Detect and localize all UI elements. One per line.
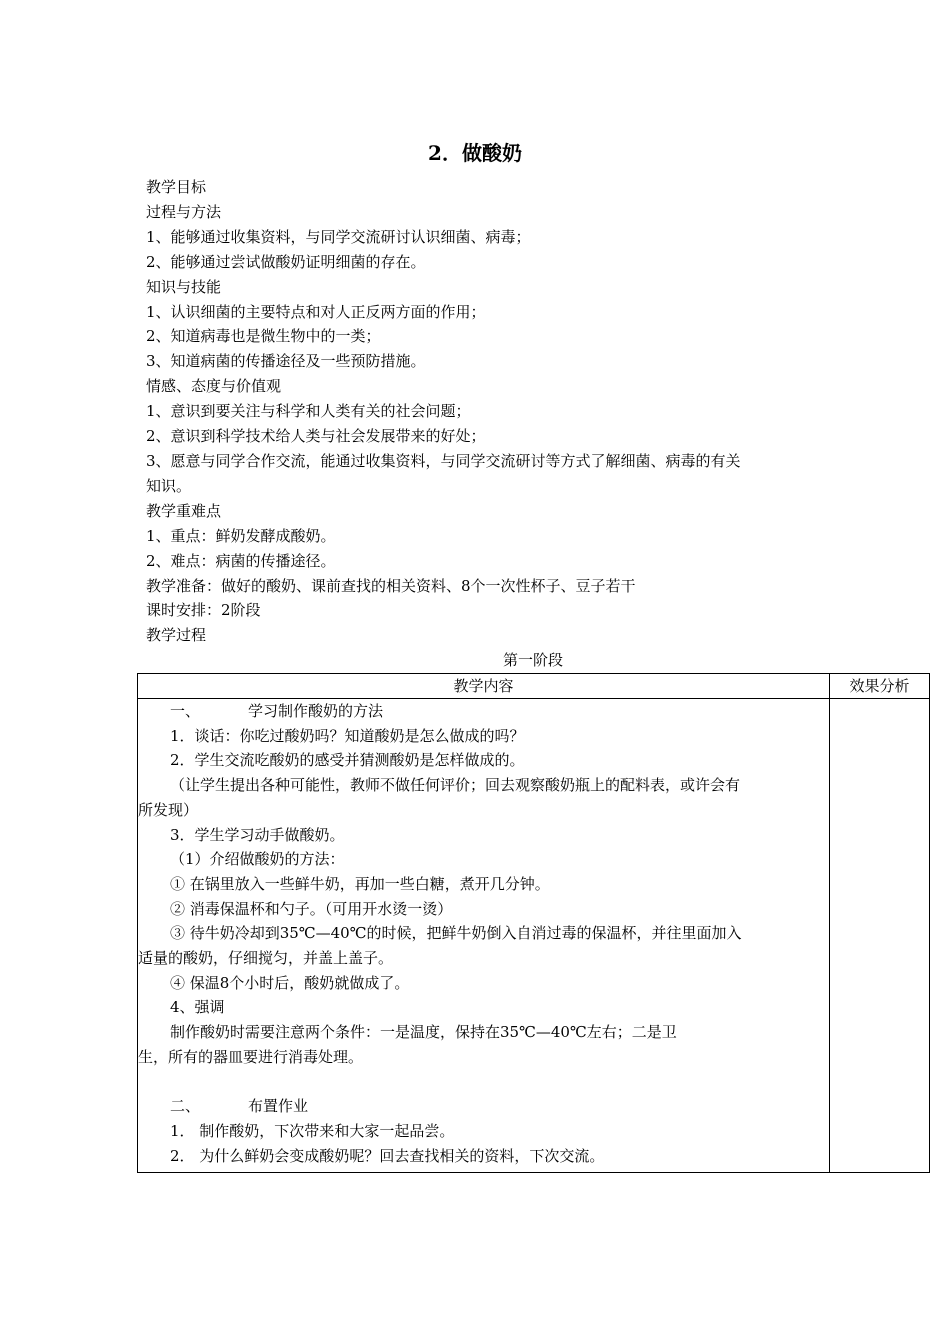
section-title: 学习制作酸奶的方法 bbox=[248, 702, 384, 720]
effect-analysis-cell bbox=[830, 699, 930, 1173]
section-number: 二、 bbox=[170, 1097, 201, 1116]
heading-emotion-values: 情感、态度与价值观 bbox=[146, 377, 282, 396]
step-line: ③ 待牛奶冷却到35℃—40℃的时候，把鲜牛奶倒入自消过毒的保温杯，并往里面加入 bbox=[170, 924, 742, 943]
heading-teaching-goals: 教学目标 bbox=[146, 178, 207, 196]
content-line: 3．学生学习动手做酸奶。 bbox=[170, 825, 345, 844]
document-title: 2．做酸奶 bbox=[428, 141, 522, 165]
lesson-schedule: 课时安排：2阶段 bbox=[146, 601, 261, 620]
homework-line: 1． 制作酸奶，下次带来和大家一起品尝。 bbox=[170, 1121, 455, 1140]
goal-item-continued: 知识。 bbox=[146, 476, 192, 495]
teaching-preparation: 教学准备：做好的酸奶、课前查找的相关资料、8个一次性杯子、豆子若干 bbox=[146, 576, 636, 595]
lesson-table bbox=[137, 673, 930, 1173]
header-effect-analysis: 效果分析 bbox=[830, 674, 930, 699]
goal-item: 1、意识到要关注与科学和人类有关的社会问题； bbox=[146, 402, 471, 421]
content-line: 制作酸奶时需要注意两个条件：一是温度，保持在35℃—40℃左右；二是卫 bbox=[170, 1023, 677, 1042]
table-header-row bbox=[138, 674, 930, 699]
content-line: 1．谈话：你吃过酸奶吗？知道酸奶是怎么做成的吗？ bbox=[170, 726, 525, 745]
goal-item: 1、认识细菌的主要特点和对人正反两方面的作用； bbox=[146, 302, 486, 321]
header-teaching-content: 教学内容 bbox=[138, 674, 830, 699]
content-line: （1）介绍做酸奶的方法： bbox=[170, 850, 345, 869]
goal-item: 3、知道病菌的传播途径及一些预防措施。 bbox=[146, 352, 426, 371]
step-line: ④ 保温8个小时后，酸奶就做成了。 bbox=[170, 973, 410, 992]
step-line-continued: 适量的酸奶，仔细搅匀，并盖上盖子。 bbox=[138, 949, 394, 968]
blank-line bbox=[138, 1070, 829, 1095]
heading-key-points: 教学重难点 bbox=[146, 501, 222, 520]
heading-knowledge-skills: 知识与技能 bbox=[146, 277, 222, 296]
teaching-content-cell bbox=[138, 699, 830, 1173]
goal-item: 2、能够通过尝试做酸奶证明细菌的存在。 bbox=[146, 252, 426, 271]
content-line-continued: 生，所有的器皿要进行消毒处理。 bbox=[138, 1047, 364, 1066]
key-point-item: 2、难点：病菌的传播途径。 bbox=[146, 551, 336, 570]
goal-item: 3、愿意与同学合作交流，能通过收集资料，与同学交流研讨等方式了解细菌、病毒的有关 bbox=[146, 451, 741, 470]
section-heading bbox=[138, 1094, 829, 1119]
table-row bbox=[138, 699, 930, 1173]
stage-label: 第一阶段 bbox=[502, 651, 563, 669]
intro-section bbox=[146, 175, 826, 648]
homework-line: 2． 为什么鲜奶会变成酸奶呢？回去查找相关的资料，下次交流。 bbox=[170, 1146, 605, 1165]
key-point-item: 1、重点：鲜奶发酵成酸奶。 bbox=[146, 526, 336, 545]
section-title: 布置作业 bbox=[248, 1097, 309, 1116]
section-heading bbox=[138, 699, 829, 724]
goal-item: 2、知道病毒也是微生物中的一类； bbox=[146, 327, 381, 346]
step-line: ② 消毒保温杯和勺子。（可用开水烫一烫） bbox=[170, 899, 453, 918]
heading-process-methods: 过程与方法 bbox=[146, 202, 222, 221]
content-line: （让学生提出各种可能性，教师不做任何评价；回去观察酸奶瓶上的配料表，或许会有 bbox=[170, 776, 741, 795]
goal-item: 2、意识到科学技术给人类与社会发展带来的好处； bbox=[146, 427, 486, 446]
section-number: 一、 bbox=[170, 702, 201, 720]
goal-item: 1、能够通过收集资料，与同学交流研讨认识细菌、病毒； bbox=[146, 227, 531, 246]
content-line: 4、强调 bbox=[170, 998, 225, 1017]
step-line: ① 在锅里放入一些鲜牛奶，再加一些白糖，煮开几分钟。 bbox=[170, 874, 550, 893]
content-line: 2．学生交流吃酸奶的感受并猜测酸奶是怎样做成的。 bbox=[170, 751, 525, 770]
heading-teaching-process: 教学过程 bbox=[146, 626, 207, 645]
content-line-continued: 所发现） bbox=[138, 800, 199, 819]
